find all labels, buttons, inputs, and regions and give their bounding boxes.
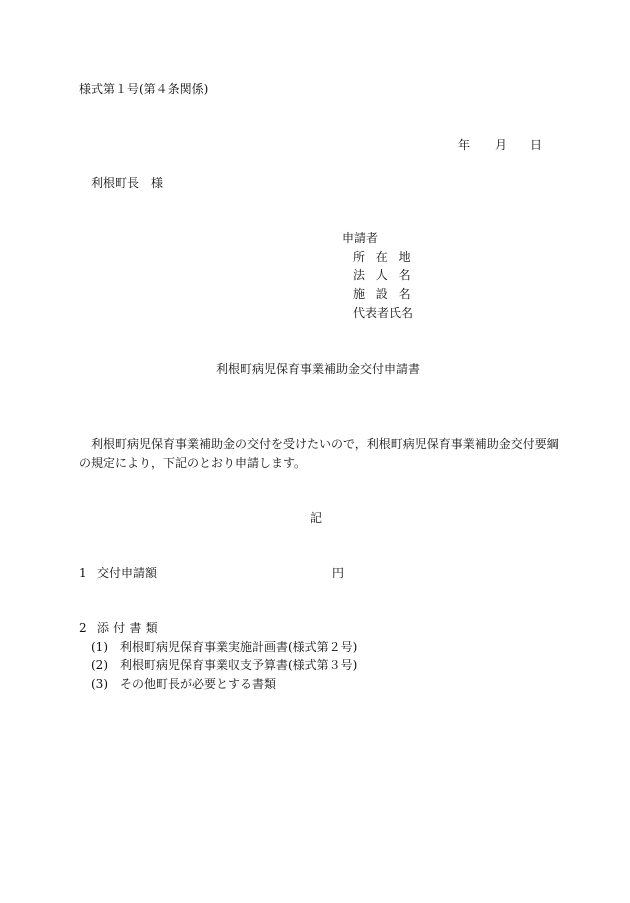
addressee: 利根町長 様 (91, 176, 164, 190)
form-number: 様式第１号(第４条関係) (79, 82, 209, 96)
body-line-2: の規定により，下記のとおり申請します。 (79, 456, 307, 470)
date-year: 年 (458, 138, 471, 152)
attachment-1-text: 利根町病児保育事業実施計画書(様式第２号) (120, 640, 358, 654)
applicant-address-label: 所在地 (353, 250, 422, 264)
attachment-2-text: 利根町病児保育事業収支予算書(様式第３号) (120, 658, 358, 672)
item-1-label: 交付申請額 (97, 566, 158, 580)
date-month: 月 (495, 138, 508, 152)
document-title: 利根町病児保育事業補助金交付申請書 (216, 362, 421, 376)
applicant-corporation-label: 法人名 (353, 268, 422, 282)
date-line (458, 138, 548, 152)
item-2-number: 2 (79, 621, 87, 635)
attachment-1-number: (1) (91, 640, 108, 654)
attachment-3-number: (3) (91, 677, 108, 691)
attachment-3-text: その他町長が必要とする書類 (120, 677, 277, 691)
ki-heading: 記 (310, 511, 323, 525)
item-2-label: 添付書類 (97, 621, 162, 635)
item-1-number: 1 (79, 566, 87, 580)
date-day: 日 (530, 138, 543, 152)
body-line-1: 利根町病児保育事業補助金の交付を受けたいので，利根町病児保育事業補助金交付要綱 (91, 437, 559, 451)
applicant-representative-label: 代表者氏名 (353, 306, 414, 320)
attachment-2-number: (2) (91, 658, 108, 672)
applicant-heading: 申請者 (342, 231, 379, 245)
item-1-unit: 円 (332, 566, 345, 580)
applicant-facility-label: 施設名 (353, 287, 422, 301)
